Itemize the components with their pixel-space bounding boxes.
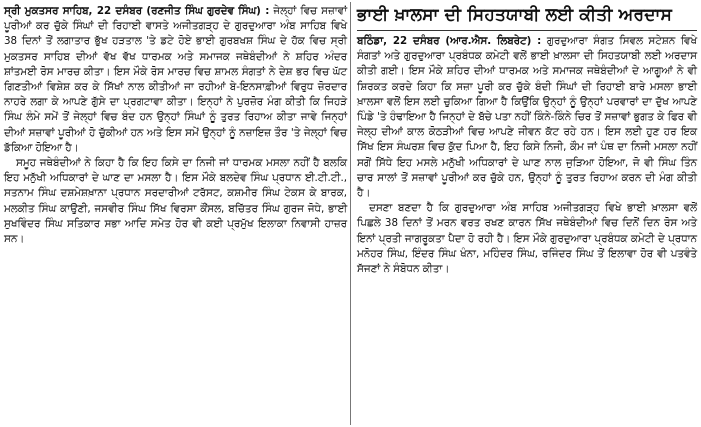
right-article: [357, 4, 697, 277]
headline-rule: [357, 30, 697, 31]
right-article-headline: ਭਾਈ ਖ਼ਾਲਸਾ ਦੀ ਸਿਹਤਯਾਬੀ ਲਈ ਕੀਤੀ ਅਰਦਾਸ: [357, 5, 673, 25]
right-article-dateline: ਬਠਿੰਡਾ, 22 ਦਸੰਬਰ (ਆਰ.ਐਸ. ਲਿਬਰੇਟ) :: [357, 35, 542, 47]
left-article-dateline: ਸ੍ਰੀ ਮੁਕਤਸਰ ਸਾਹਿਬ, 22 ਦਸੰਬਰ (ਰਣਜੀਤ ਸਿੰਘ ਗੁਰਦੇਵ ਸਿੰਘ) :: [4, 5, 270, 17]
left-article: [4, 4, 347, 247]
right-article-paragraph-2: ਦਸਣਾ ਬਣਦਾ ਹੈ ਕਿ ਗੁਰਦੁਆਰਾ ਅੰਬ ਸਾਹਿਬ ਅਜੀਤਗੜ੍ਹ ਵਿਖੇ ਭਾਈ ਖ਼ਾਲਸਾ ਵਲੋਂ ਪਿਛਲੇ 38 ਦਿਨਾਂ ਤੋਂ ਮਰਨ ਵਰਤ ਰਖਣ ਕਾਰਨ ਸਿੱਖ ਜਥੇਬੰਦੀਆਂ ਵਿਚ ਦਿਨੋਂ ਦਿਨ ਰੋਸ ਅਤੇ ਇਨਾਂ ਪ੍ਰਤੀ ਜਾਗਰੂਕਤਾ ਪੈਦਾ ਹੋ ਰਹੀ ਹੈ। ਇਸ ਮੌਕੇ ਗੁਰਦੁਆਰਾ ਪ੍ਰਬੰਧਕ ਕਮੇਟੀ ਦੇ ਪ੍ਰਧਾਨ ਮਨੋਹਰ ਸਿੰਘ, ਇੰਦਰ ਸਿੰਘ ਖੰਨਾ, ਮਹਿੰਦਰ ਸਿੰਘ, ਰਜਿੰਦਰ ਸਿੰਘ ਤੋਂ ਇਲਾਵਾ ਹੋਰ ਵੀ ਪਤਵੰਤੇ ਸੱਜਣਾਂ ਨੇ ਸੰਬੋਧਨ ਕੀਤਾ।: [357, 202, 697, 276]
right-article-paragraph-1: [357, 34, 697, 201]
left-article-paragraph-2: ਸਮੂਹ ਜਥੇਬੰਦੀਆਂ ਨੇ ਕਿਹਾ ਹੈ ਕਿ ਇਹ ਕਿਸੇ ਦਾ ਨਿਜੀ ਜਾਂ ਧਾਰਮਕ ਮਸਲਾ ਨਹੀਂ ਹੈ ਬਲਕਿ ਇਹ ਮਨੁੱਖੀ ਅਧਿਕਾਰਾਂ ਦੇ ਘਾਣ ਦਾ ਮਸਲਾ ਹੈ। ਇਸ ਮੌਕੇ ਬਲਦੇਵ ਸਿੰਘ ਪ੍ਰਧਾਨ ਈ.ਟੀ.ਟੀ., ਸਤਨਾਮ ਸਿੰਘ ਦਸ਼ਮੇਸ਼ਖ਼ਾਨਾ ਪ੍ਰਧਾਨ ਸਰਦਾਰੀਆਂ ਟਰੱਸਟ, ਕਸ਼ਮੀਰ ਸਿੰਘ ਟੇਕਸ ਕੇ ਬਾਰਕ, ਮਲਕੀਤ ਸਿੰਘ ਕਾਉਣੀ, ਜਸਵੀਰ ਸਿੰਘ ਸਿੱਖ ਵਿਰਸਾ ਕੌਂਸਲ, ਬਚਿੱਤਰ ਸਿੰਘ ਗੁਰਜ ਜੋਧੇ, ਭਾਈ ਸੁਖਵਿੰਦਰ ਸਿੰਘ ਸਤਿਕਾਰ ਸਭਾ ਆਦਿ ਸਮੇਤ ਹੋਰ ਵੀ ਕਈ ਪ੍ਰਮੁੱਖ ਇਲਾਕਾ ਨਿਵਾਸੀ ਹਾਜ਼ਰ ਸਨ।: [4, 157, 347, 246]
left-article-paragraph-1: [4, 4, 347, 156]
column-divider: [350, 2, 351, 425]
right-article-body-1: ਗੁਰਦੁਆਰਾ ਸੰਗਤ ਸਿਵਲ ਸਟੇਸ਼ਨ ਵਿਖੇ ਸੰਗਤਾਂ ਅਤੇ ਗੁਰਦੁਆਰਾ ਪ੍ਰਬੰਧਕ ਕਮੇਟੀ ਵਲੋਂ ਭਾਈ ਖ਼ਾਲਸਾ ਦੀ ਸਿਹਤਯਾਬੀ ਲਈ ਅਰਦਾਸ ਕੀਤੀ ਗਈ। ਇਸ ਮੌਕੇ ਸ਼ਹਿਰ ਦੀਆਂ ਧਾਰਮਕ ਅਤੇ ਸਮਾਜਕ ਜਥੇਬੰਦੀਆਂ ਦੇ ਆਗੂਆਂ ਨੇ ਵੀ ਸ਼ਿਰਕਤ ਕਰਦੇ ਕਿਹਾ ਕਿ ਸਜ਼ਾ ਪੂਰੀ ਕਰ ਚੁੱਕੇ ਬੰਦੀ ਸਿੰਘਾਂ ਦੀ ਰਿਹਾਈ ਬਾਰੇ ਮਸਲਾ ਭਾਈ ਖ਼ਾਲਸਾ ਵਲੋਂ ਇਸ ਲਈ ਚੁਕਿਆ ਗਿਆ ਹੈ ਕਿਉਂਕਿ ਉਨ੍ਹਾਂ ਨੂੰ ਉਨ੍ਹਾਂ ਪਰਵਾਰਾਂ ਦਾ ਦੁੱਖ ਆਪਣੇ ਪਿੰਡੇ 'ਤੇ ਹੰਢਾਇਆ ਹੈ ਜਿਨ੍ਹਾਂ ਦੇ ਬੱਚੇ ਪਤਾ ਨਹੀਂ ਕਿੰਨੇ-ਕਿੰਨੇ ਚਿਰ ਤੋਂ ਸਜ਼ਾਵਾਂ ਭੁਗਤ ਕੇ ਫਿਰ ਵੀ ਜੇਲ੍ਹ ਦੀਆਂ ਕਾਲ ਕੋਠੜੀਆਂ ਵਿਚ ਆਪਣੇ ਜੀਵਨ ਕੱਟ ਰਹੇ ਹਨ। ਇਸ ਲਈ ਹੁਣ ਹਰ ਇਕ ਸਿੱਖ ਇਸ ਸੰਘਰਸ਼ ਵਿਚ ਕੁੱਦ ਪਿਆ ਹੈ, ਇਹ ਕਿਸੇ ਨਿਜੀ, ਕੌਮ ਜਾਂ ਪੰਥ ਦਾ ਨਿਜੀ ਮਸਲਾ ਨਹੀਂ ਸਗੋਂ ਸਿੱਧੇ ਇਹ ਮਸਲੇ ਮਨੁੱਖੀ ਅਧਿਕਾਰਾਂ ਦੇ ਘਾਣ ਨਾਲ ਜੁੜਿਆ ਹੋਇਆ, ਜੋ ਵੀ ਸਿੰਘ ਤਿੰਨ ਚਾਰ ਸਾਲਾਂ ਤੋਂ ਸਜ਼ਾਵਾਂ ਪੂਰੀਆਂ ਕਰ ਚੁੱਕੇ ਹਨ, ਉਨ੍ਹਾਂ ਨੂੰ ਤੁਰਤ ਰਿਹਾਅ ਕਰਨ ਦੀ ਮੰਗ ਕੀਤੀ ਹੈ।: [357, 35, 697, 200]
left-article-body-1: ਜੇਲ੍ਹਾਂ ਵਿਚ ਸਜ਼ਾਵਾਂ ਪੂਰੀਆਂ ਕਰ ਚੁੱਕੇ ਸਿੰਘਾਂ ਦੀ ਰਿਹਾਈ ਵਾਸਤੇ ਅਜੀਤਗੜ੍ਹ ਦੇ ਗੁਰਦੁਆਰਾ ਅੰਬ ਸਾਹਿਬ ਵਿਖੇ 38 ਦਿਨਾਂ ਤੋਂ ਲਗਾਤਾਰ ਭੁੱਖ ਹੜਤਾਲ 'ਤੇ ਡਟੇ ਹੋਏ ਭਾਈ ਗੁਰਬਖਸ਼ ਸਿੰਘ ਦੇ ਹੱਕ ਵਿਚ ਸ੍ਰੀ ਮੁਕਤਸਰ ਸਾਹਿਬ ਦੀਆਂ ਵੱਖ ਵੱਖ ਧਾਰਮਕ ਅਤੇ ਸਮਾਜਕ ਜਥੇਬੰਦੀਆਂ ਨੇ ਸ਼ਹਿਰ ਅੰਦਰ ਸ਼ਾਂਤਮਈ ਰੋਸ ਮਾਰਚ ਕੀਤਾ। ਇਸ ਮੌਕੇ ਰੋਸ ਮਾਰਚ ਵਿਚ ਸ਼ਾਮਲ ਸੰਗਤਾਂ ਨੇ ਦੇਸ਼ ਭਰ ਵਿਚ ਘੱਟ ਗਿਣਤੀਆਂ ਵਿਸ਼ੇਸ਼ ਕਰ ਕੇ ਸਿੱਖਾਂ ਨਾਲ ਕੀਤੀਆਂ ਜਾ ਰਹੀਆਂ ਬੇ-ਇਨਸਾਫ਼ੀਆਂ ਵਿਰੁਧ ਜ਼ੋਰਦਾਰ ਨਾਹਰੇ ਲਗਾ ਕੇ ਆਪਣੇ ਗੁੱਸੇ ਦਾ ਪ੍ਰਗਟਾਵਾ ਕੀਤਾ। ਇਨ੍ਹਾਂ ਨੇ ਪੁਰਜ਼ੋਰ ਮੰਗ ਕੀਤੀ ਕਿ ਜਿਹੜੇ ਸਿੰਘ ਲੰਮੇ ਸਮੇਂ ਤੋਂ ਜੇਲ੍ਹਾਂ ਵਿਚ ਬੰਦ ਹਨ ਉਨ੍ਹਾਂ ਸਿੰਘਾਂ ਨੂੰ ਤੁਰਤ ਰਿਹਾਅ ਕੀਤਾ ਜਾਵੇ ਜਿਨ੍ਹਾਂ ਦੀਆਂ ਸਜ਼ਾਵਾਂ ਪੂਰੀਆਂ ਹੋ ਚੁੱਕੀਆਂ ਹਨ ਅਤੇ ਇਸ ਸਮੇਂ ਉਨ੍ਹਾਂ ਨੂੰ ਨਜ਼ਾਇਜ਼ ਤੌਰ 'ਤੇ ਜੇਲ੍ਹਾਂ ਵਿਚ ਡੱਕਿਆ ਹੋਇਆ ਹੈ।: [4, 5, 348, 154]
